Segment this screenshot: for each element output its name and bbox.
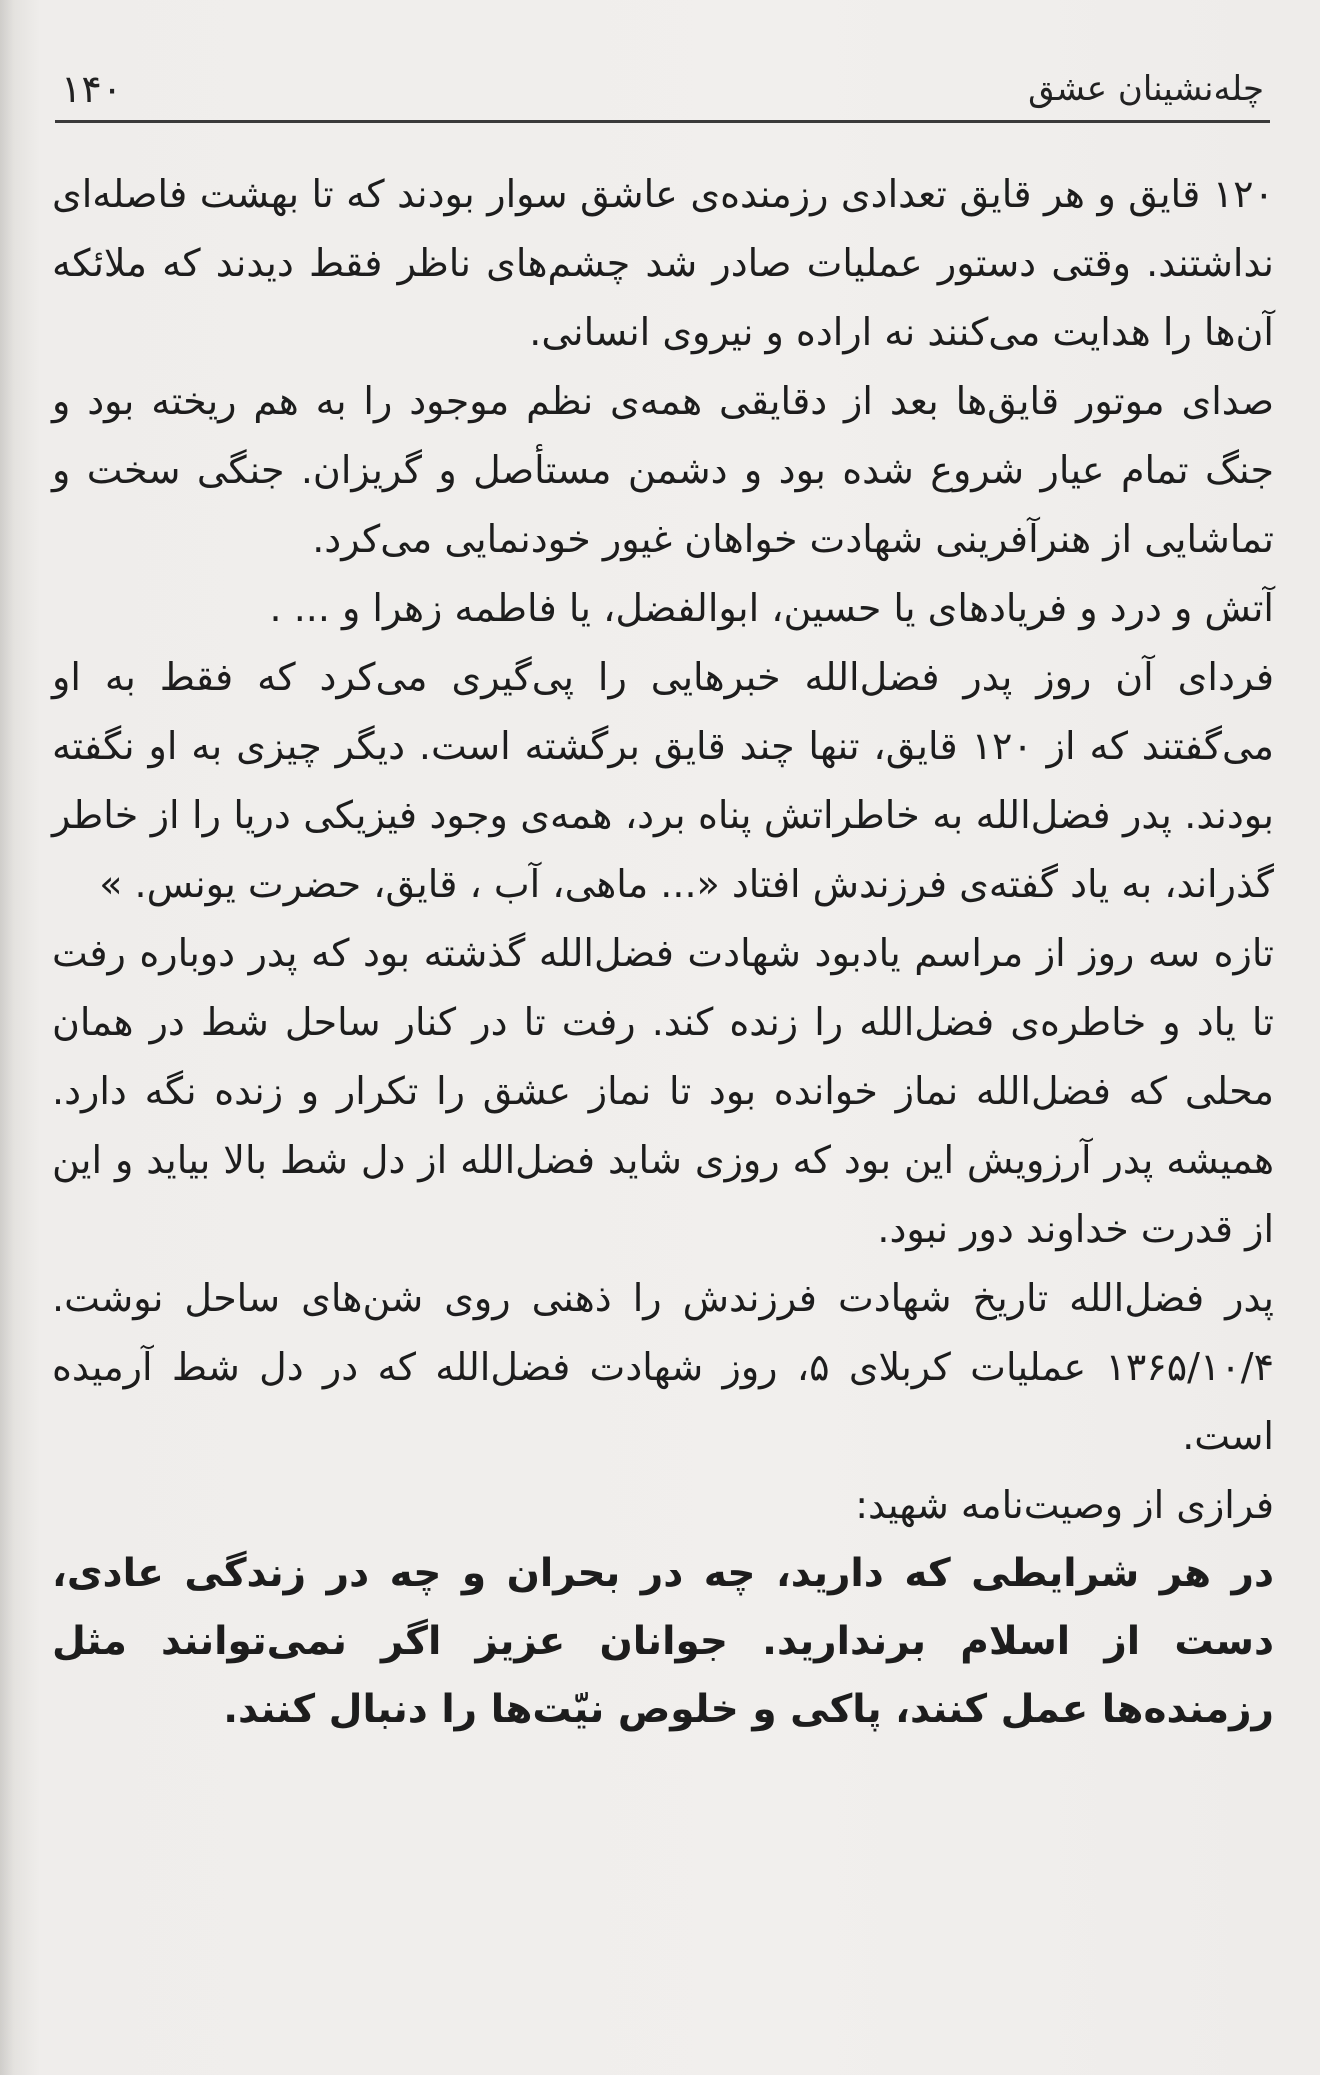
page-number: ۱۴۰ <box>61 67 123 111</box>
paragraph-battle: صدای موتور قایق‌ها بعد از دقایقی همه‌ی نظم موجود را به هم ریخته بود و جنگ تمام عیار شروع شده بود و دشمن مستأصل و گریزان. جنگی سخت و تماشایی از هنرآفرینی شهادت خواهان غیور خودنمایی می‌کرد. <box>52 379 1274 561</box>
will-heading: فرازی از وصیت‌نامه شهید: <box>855 1483 1274 1527</box>
paragraph-memorial: تازه سه روز از مراسم یادبود شهادت فضل‌الله گذشته بود که پدر دوباره رفت تا یاد و خاطره‌ی فضل‌الله را زنده کند. رفت تا در کنار ساحل شط در همان محلی که فضل‌الله نماز خوانده بود تا نماز عشق را تکرار و زنده نگه دارد. همیشه پدر آرزویش این بود که روزی شاید فضل‌الله از دل شط بالا بیاید و این از قدرت خداوند دور نبود. <box>52 931 1274 1251</box>
paragraph-next-day: فردای آن روز پدر فضل‌الله خبرهایی را پی‌گیری می‌کرد که فقط به او می‌گفتند که از ۱۲۰ قایق، تنها چند قایق برگشته است. دیگر چیزی به او نگفته بودند. پدر فضل‌الله به خاطراتش پناه برد، همه‌ی وجود فیزیکی دریا را از خاطر گذراند، به یاد گفته‌ی فرزندش افتاد «... ماهی، آب ، قایق، حضرت یونس. » <box>52 655 1274 906</box>
body-text <box>52 160 1274 1744</box>
page-header <box>55 58 1270 123</box>
paragraph-cries: آتش و درد و فریادهای یا حسین، ابوالفضل، یا فاطمه زهرا و ... . <box>269 586 1274 630</box>
will-quote: در هر شرایطی که دارید، چه در بحران و چه در زندگی عادی، دست از اسلام برندارید. جوانان عزیز اگر نمی‌توانند مثل رزمنده‌ها عمل کنند، پاکی و خلوص نیّت‌ها را دنبال کنند. <box>52 1551 1274 1732</box>
paragraph-martyrdom-date: پدر فضل‌الله تاریخ شهادت فرزندش را ذهنی روی شن‌های ساحل نوشت. ۱۳۶۵/۱۰/۴ عملیات کربلای ۵، روز شهادت فضل‌الله که در دل شط آرمیده است. <box>52 1276 1274 1458</box>
running-title: چله‌نشینان عشق <box>1028 69 1264 109</box>
paragraph-boats: ۱۲۰ قایق و هر قایق تعدادی رزمنده‌ی عاشق سوار بودند که تا بهشت فاصله‌ای نداشتند. وقتی دستور عملیات صادر شد چشم‌های ناظر فقط دیدند که ملائکه آن‌ها را هدایت می‌کنند نه اراده و نیروی انسانی. <box>52 172 1274 354</box>
